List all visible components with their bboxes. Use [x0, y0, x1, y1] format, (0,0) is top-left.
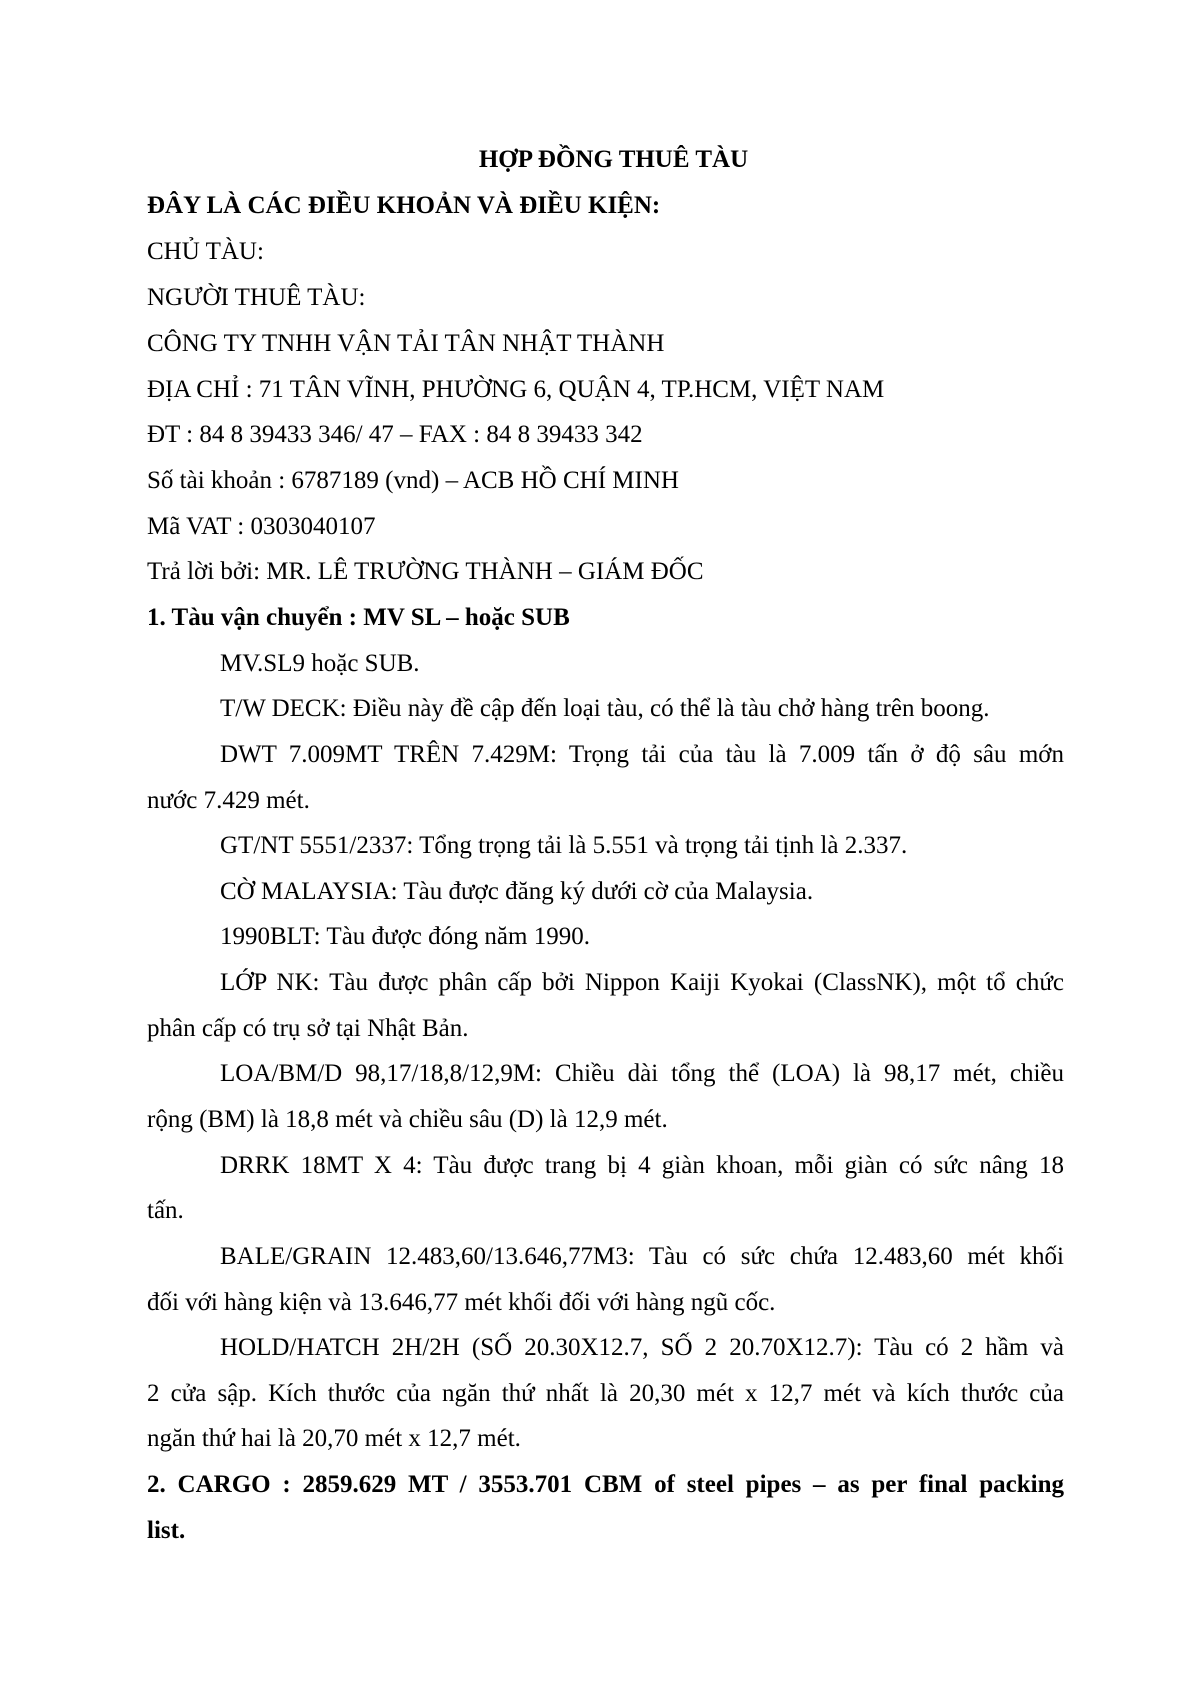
owner-label: CHỦ TÀU: — [147, 238, 264, 265]
class-line-1: LỚP NK: Tàu được phân cấp bởi Nippon Kaiji Kyokai (ClassNK), một tổ chức — [220, 969, 1064, 996]
derrick-line-2: tấn. — [147, 1197, 184, 1224]
derrick-line-1: DRRK 18MT X 4: Tàu được trang bị 4 giàn khoan, mỗi giàn có sức nâng 18 — [220, 1152, 1064, 1179]
company-address: ĐỊA CHỈ : 71 TÂN VĨNH, PHƯỜNG 6, QUẬN 4, TP.HCM, VIỆT NAM — [147, 376, 885, 403]
dwt-line-1: DWT 7.009MT TRÊN 7.429M: Trọng tải của tàu là 7.009 tấn ở độ sâu mớn — [220, 741, 1064, 768]
flag: CỜ MALAYSIA: Tàu được đăng ký dưới cờ của Malaysia. — [220, 878, 814, 905]
dimensions-line-1: LOA/BM/D 98,17/18,8/12,9M: Chiều dài tổng thể (LOA) là 98,17 mét, chiều — [220, 1060, 1064, 1087]
company-name: CÔNG TY TNHH VẬN TẢI TÂN NHẬT THÀNH — [147, 330, 665, 357]
bale-grain-line-2: đối với hàng kiện và 13.646,77 mét khối đối với hàng ngũ cốc. — [147, 1289, 776, 1316]
document-title: HỢP ĐỒNG THUÊ TÀU — [478, 146, 749, 173]
phone-fax: ĐT : 84 8 39433 346/ 47 – FAX : 84 8 39433 342 — [147, 421, 643, 448]
terms-heading: ĐÂY LÀ CÁC ĐIỀU KHOẢN VÀ ĐIỀU KIỆN: — [147, 192, 661, 219]
hold-hatch-line-1: HOLD/HATCH 2H/2H (SỐ 20.30X12.7, SỐ 2 20.70X12.7): Tàu có 2 hầm và — [220, 1334, 1064, 1361]
dimensions-line-2: rộng (BM) là 18,8 mét và chiều sâu (D) là 12,9 mét. — [147, 1106, 668, 1133]
vat-code: Mã VAT : 0303040107 — [147, 513, 376, 540]
charterer-label: NGƯỜI THUÊ TÀU: — [147, 284, 366, 311]
hold-hatch-line-2: 2 cửa sập. Kích thước của ngăn thứ nhất là 20,30 mét x 12,7 mét và kích thước của — [147, 1380, 1064, 1407]
class-line-2: phân cấp có trụ sở tại Nhật Bản. — [147, 1015, 469, 1042]
bank-account: Số tài khoản : 6787189 (vnd) – ACB HỒ CHÍ MINH — [147, 467, 679, 494]
gt-nt: GT/NT 5551/2337: Tổng trọng tải là 5.551 và trọng tải tịnh là 2.337. — [220, 832, 908, 859]
hold-hatch-line-3: ngăn thứ hai là 20,70 mét x 12,7 mét. — [147, 1425, 521, 1452]
bale-grain-line-1: BALE/GRAIN 12.483,60/13.646,77M3: Tàu có sức chứa 12.483,60 mét khối — [220, 1243, 1064, 1270]
reply-by: Trả lời bởi: MR. LÊ TRƯỜNG THÀNH – GIÁM ĐỐC — [147, 558, 704, 585]
cargo-line-2: list. — [147, 1517, 186, 1544]
vessel-name: MV.SL9 hoặc SUB. — [220, 650, 420, 677]
section-1-heading: 1. Tàu vận chuyển : MV SL – hoặc SUB — [147, 604, 570, 631]
cargo-line-1: 2. CARGO : 2859.629 MT / 3553.701 CBM of steel pipes – as per final packing — [147, 1471, 1064, 1498]
deck-type: T/W DECK: Điều này đề cập đến loại tàu, có thể là tàu chở hàng trên boong. — [220, 695, 990, 722]
year-built: 1990BLT: Tàu được đóng năm 1990. — [220, 923, 590, 950]
dwt-line-2: nước 7.429 mét. — [147, 787, 310, 814]
